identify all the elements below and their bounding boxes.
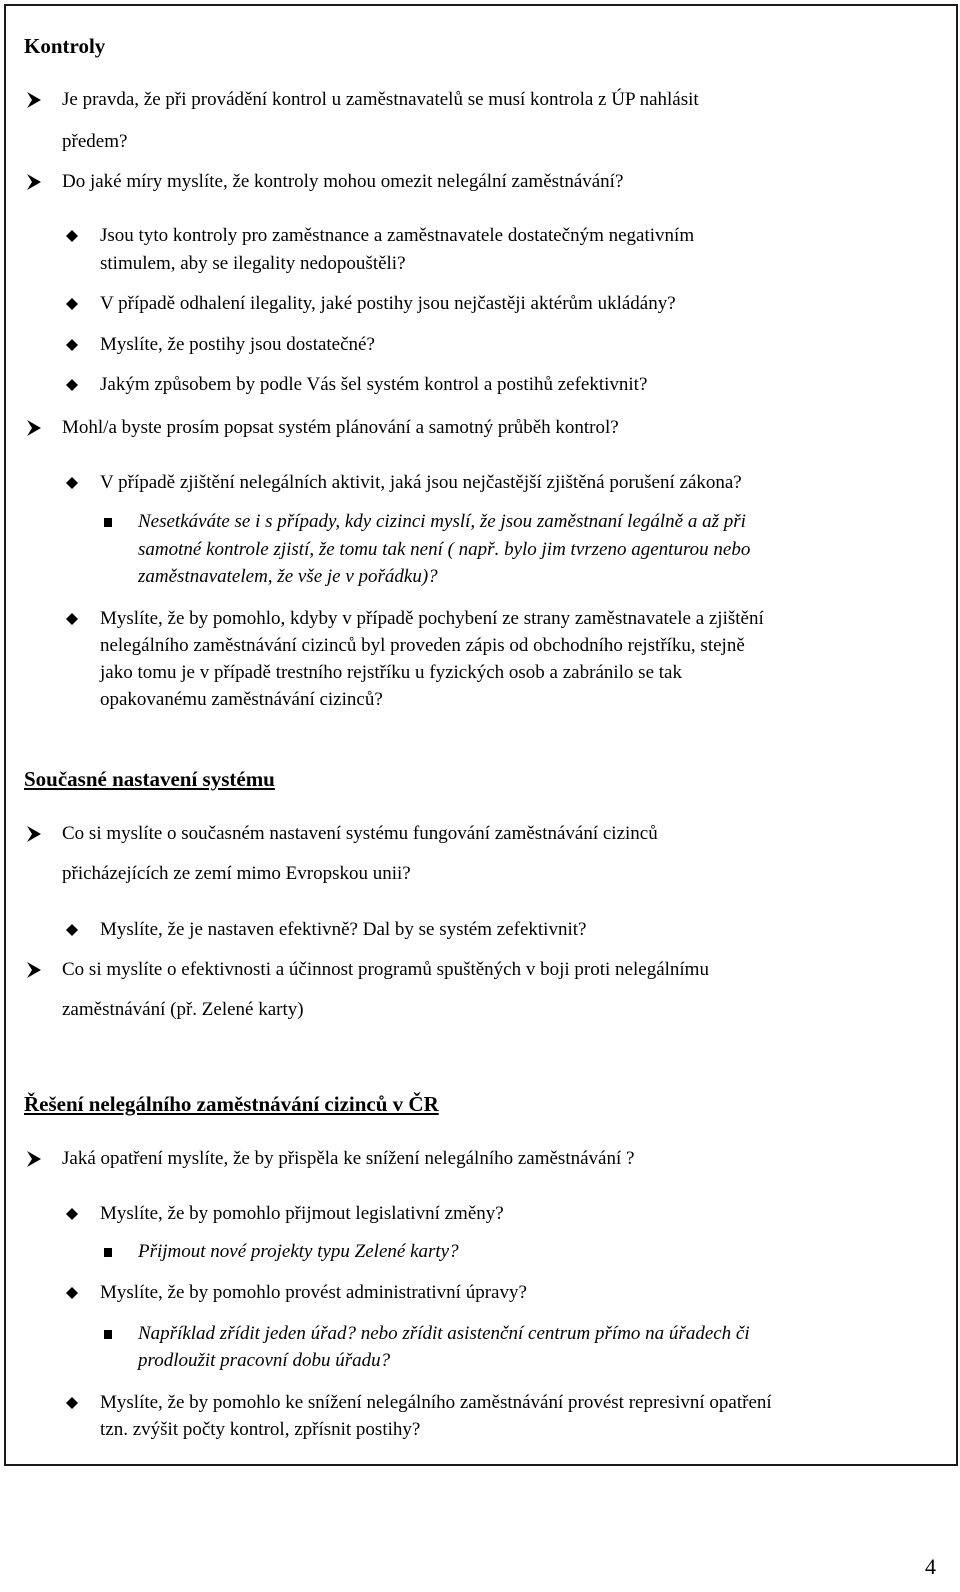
subquestion-text: Myslíte, že postihy jsou dostatečné? (100, 334, 375, 355)
follow-up-text: Přijmout nové projekty typu Zelené karty? (138, 1241, 459, 1262)
diamond-bullet-icon (66, 339, 78, 351)
diamond-bullet-icon (66, 1397, 78, 1409)
subquestion-text: V případě odhalení ilegality, jaké postihy jsou nejčastěji aktérům ukládány? (100, 293, 676, 314)
subquestion-text: Myslíte, že by pomohlo přijmout legislativní změny? (100, 1203, 504, 1224)
arrow-bullet-icon (24, 90, 44, 110)
section-title-kontroly: Kontroly (24, 34, 106, 58)
subquestion-text: nelegálního zaměstnávání cizinců byl proveden zápis od obchodního rejstříku, stejně (100, 635, 745, 656)
square-bullet-icon (104, 1330, 112, 1339)
question-text: Co si myslíte o současném nastavení systému fungování zaměstnávání cizinců (62, 823, 658, 844)
page-number: 4 (925, 1554, 936, 1579)
square-bullet-icon (104, 1248, 112, 1257)
arrow-bullet-icon (24, 960, 44, 980)
follow-up-text: Například zřídit jeden úřad? nebo zřídit asistenční centrum přímo na úřadech či (138, 1323, 750, 1344)
question-text: přicházejících ze zemí mimo Evropskou unii? (62, 863, 411, 884)
diamond-bullet-icon (66, 1208, 78, 1220)
subquestion-text: Myslíte, že by pomohlo provést administrativní úpravy? (100, 1282, 527, 1303)
subquestion-text: Myslíte, že by pomohlo, kdyby v případě pochybení ze strany zaměstnavatele a zjištění (100, 608, 764, 629)
question-text: Jaká opatření myslíte, že by přispěla ke snížení nelegálního zaměstnávání ? (62, 1148, 635, 1169)
question-text: zaměstnávání (př. Zelené karty) (62, 999, 304, 1020)
arrow-bullet-icon (24, 172, 44, 192)
diamond-bullet-icon (66, 379, 78, 391)
subquestion-text: tzn. zvýšit počty kontrol, zpřísnit postihy? (100, 1419, 421, 1440)
subquestion-text: opakovanému zaměstnávání cizinců? (100, 689, 383, 710)
question-text: Mohl/a byste prosím popsat systém plánování a samotný průběh kontrol? (62, 417, 619, 438)
diamond-bullet-icon (66, 230, 78, 242)
follow-up-text: Nesetkáváte se i s případy, kdy cizinci myslí, že jsou zaměstnaní legálně a až při (138, 511, 746, 532)
subquestion-text: Jsou tyto kontroly pro zaměstnance a zaměstnavatele dostatečným negativním (100, 225, 695, 246)
question-text: Do jaké míry myslíte, že kontroly mohou omezit nelegální zaměstnávání? (62, 171, 624, 192)
subquestion-text: jako tomu je v případě trestního rejstříku u fyzických osob a zabránilo se tak (100, 662, 682, 683)
subquestion-text: Myslíte, že by pomohlo ke snížení nelegálního zaměstnávání provést represivní opatření (100, 1392, 772, 1413)
subquestion-text: Jakým způsobem by podle Vás šel systém kontrol a postihů zefektivnit? (100, 374, 648, 395)
question-text: Je pravda, že při provádění kontrol u zaměstnavatelů se musí kontrola z ÚP nahlásit (62, 89, 699, 110)
diamond-bullet-icon (66, 477, 78, 489)
diamond-bullet-icon (66, 298, 78, 310)
subquestion-text: stimulem, aby se ilegality nedopouštěli? (100, 253, 406, 274)
follow-up-text: samotné kontrole zjistí, že tomu tak není ( např. bylo jim tvrzeno agenturou nebo (138, 539, 751, 560)
question-text: Co si myslíte o efektivnosti a účinnost programů spuštěných v boji proti nelegálnímu (62, 959, 709, 980)
arrow-bullet-icon (24, 824, 44, 844)
section-title-soucasne: Současné nastavení systému (24, 767, 275, 791)
question-text: předem? (62, 131, 128, 152)
arrow-bullet-icon (24, 1149, 44, 1169)
diamond-bullet-icon (66, 613, 78, 625)
follow-up-text: prodloužit pracovní dobu úřadu? (138, 1350, 391, 1371)
subquestion-text: V případě zjištění nelegálních aktivit, jaká jsou nejčastější zjištěná porušení zákona? (100, 472, 742, 493)
diamond-bullet-icon (66, 924, 78, 936)
arrow-bullet-icon (24, 418, 44, 438)
diamond-bullet-icon (66, 1287, 78, 1299)
square-bullet-icon (104, 518, 112, 527)
subquestion-text: Myslíte, že je nastaven efektivně? Dal by se systém zefektivnit? (100, 919, 587, 940)
follow-up-text: zaměstnavatelem, že vše je v pořádku)? (138, 566, 438, 587)
section-title-reseni: Řešení nelegálního zaměstnávání cizinců v ČR (24, 1092, 439, 1116)
